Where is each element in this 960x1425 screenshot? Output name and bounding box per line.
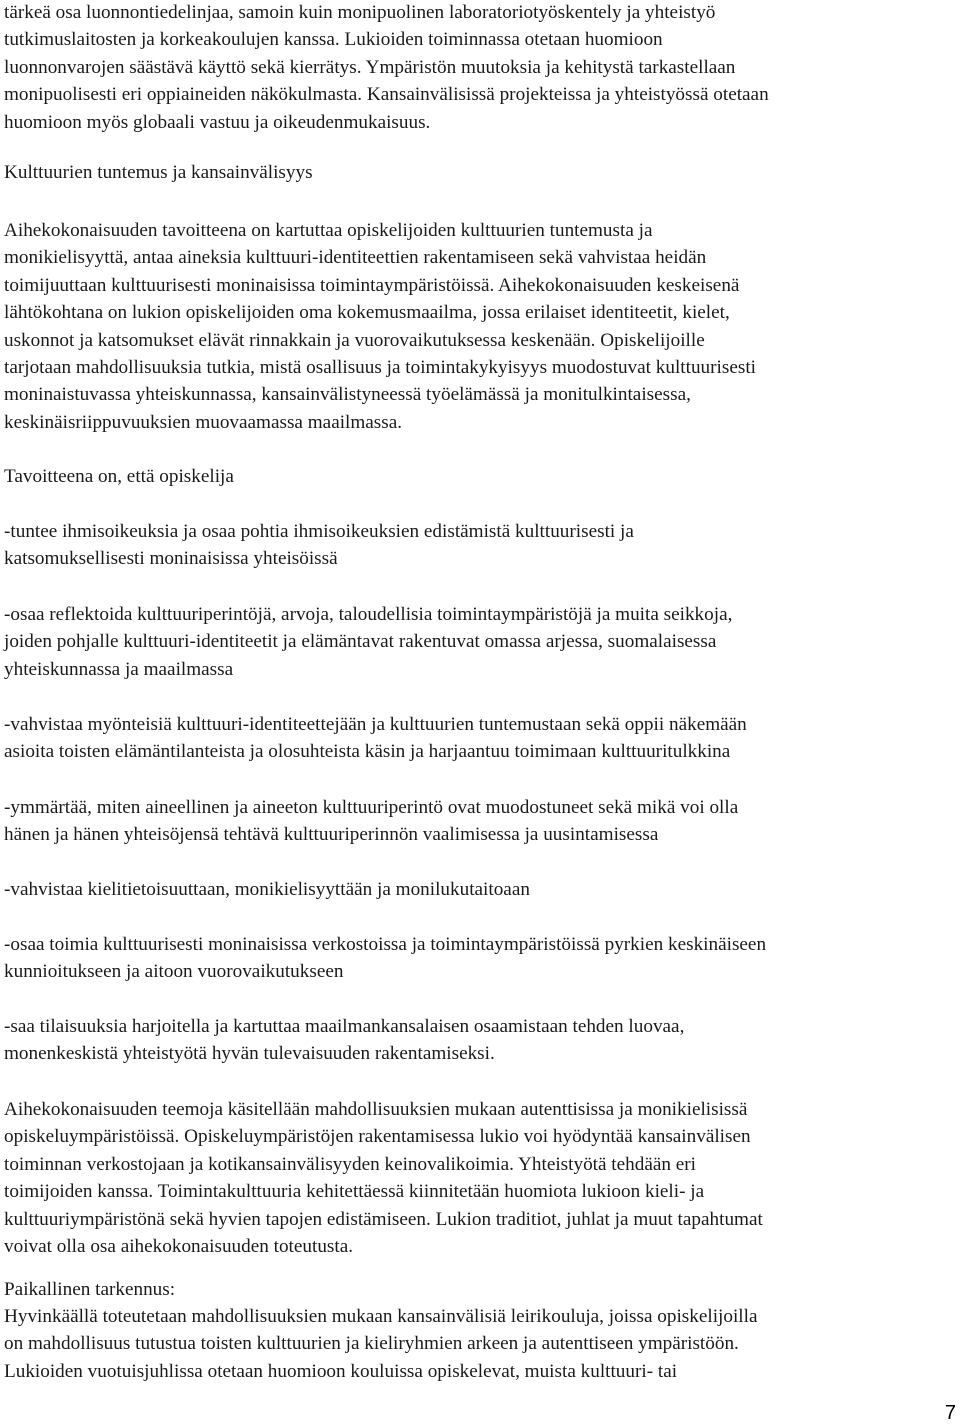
goal-item-6: -osaa toimia kulttuurisesti moninaisissa verkostoissa ja toimintaympäristöissä pyrkien keskinäiseen kunnioitukseen ja aitoon vuorovaikutukseen xyxy=(4,934,767,983)
local-paragraph: Hyvinkäällä toteutetaan mahdollisuuksien mukaan kansainvälisiä leirikouluja, joissa opiskelijoilla on mahdollisuus tutustua toisten kulttuurien ja kieliryhmien arkeen ja autenttiseen ympäristöön. Lukioiden vuotuisjuhlissa otetaan huomioon kouluissa opiskelevat, muista kulttuuri- tai xyxy=(4,1306,758,1382)
goal-item-1: -tuntee ihmisoikeuksia ja osaa pohtia ihmisoikeuksien edistämistä kulttuurisesti ja katsomuksellisesti moninaisissa yhteisöissä xyxy=(4,521,634,570)
themes-paragraph: Aihekokonaisuuden teemoja käsitellään mahdollisuuksien mukaan autenttisissa ja monikielisissä opiskeluympäristöissä. Opiskeluympäristöjen rakentamisessa lukio voi hyödyntää kansainvälisen toiminnan verkostojaan ja kotikansainvälisyyden keinovalikoimia. Yhteistyötä tehdään eri toimijoiden kanssa. Toimintakulttuuria kehitettäessä kiinnitetään huomiota lukioon kieli- ja kulttuuriympäristönä sekä hyvien tapojen edistämiseen. Lukion traditiot, juhlat ja muut tapahtumat voivat olla osa aihekokonaisuuden toteutusta. xyxy=(4,1099,763,1258)
goal-item-4: -ymmärtää, miten aineellinen ja aineeton kulttuuriperintö ovat muodostuneet sekä mikä voi olla hänen ja hänen yhteisöjensä tehtävä kulttuuriperinnön vaalimisessa ja uusintamisessa xyxy=(4,797,739,846)
goal-item-7: -saa tilaisuuksia harjoitella ja kartuttaa maailmankansalaisen osaamistaan tehden luovaa, monenkeskistä yhteistyötä hyvän tulevaisuuden rakentamiseksi. xyxy=(4,1016,685,1065)
goals-heading: Tavoitteena on, että opiskelija xyxy=(4,466,234,487)
section-intro-paragraph: Aihekokonaisuuden tavoitteena on kartuttaa opiskelijoiden kulttuurien tuntemusta ja monikielisyyttä, antaa aineksia kulttuuri-identiteettien rakentamiseen sekä vahvistaa heidän toimijuuttaan kulttuurisesti moninaisissa toimintaympäristöissä. Aihekokonaisuuden keskeisenä lähtökohtana on lukion opiskelijoiden oma kokemusmaailma, jossa erilaiset identiteetit, kielet, uskonnot ja katsomukset elävät rinnakkain ja vuorovaikutuksessa keskenään. Opiskelijoille tarjotaan mahdollisuuksia tutkia, mistä osallisuus ja toimintakykyisyys muodostuvat kulttuurisesti moninaistuvassa yhteiskunnassa, kansainvälistyneessä työelämässä ja monitulkintaisessa, keskinäisriippuvuuksien muovaamassa maailmassa. xyxy=(4,220,756,433)
intro-paragraph: tärkeä osa luonnontiedelinjaa, samoin kuin monipuolinen laboratoriotyöskentely ja yhteistyö tutkimuslaitosten ja korkeakoulujen kanssa. Lukioiden toiminnassa otetaan huomioon luonnonvarojen säästävä käyttö sekä kierrätys. Ympäristön muutoksia ja kehitystä tarkastellaan monipuolisesti eri oppiaineiden näkökulmasta. Kansainvälisissä projekteissa ja yhteistyössä otetaan huomioon myös globaali vastuu ja oikeudenmukaisuus. xyxy=(4,2,769,133)
goal-item-5: -vahvistaa kielitietoisuuttaan, monikielisyyttään ja monilukutaitoaan xyxy=(4,879,530,900)
local-heading: Paikallinen tarkennus: xyxy=(4,1279,176,1300)
goal-item-2: -osaa reflektoida kulttuuriperintöjä, arvoja, taloudellisia toimintaympäristöjä ja muita seikkoja, joiden pohjalle kulttuuri-identiteetit ja elämäntavat rakentuvat omassa arjessa, suomalaisessa yhteiskunnassa ja maailmassa xyxy=(4,604,733,680)
page-number: 7 xyxy=(944,1402,956,1424)
goal-item-3: -vahvistaa myönteisiä kulttuuri-identiteettejään ja kulttuurien tuntemustaan sekä oppii näkemään asioita toisten elämäntilanteista ja olosuhteista käsin ja harjaantuu toimimaan kulttuuritulkkina xyxy=(4,714,747,763)
section-heading: Kulttuurien tuntemus ja kansainvälisyys xyxy=(4,162,313,183)
